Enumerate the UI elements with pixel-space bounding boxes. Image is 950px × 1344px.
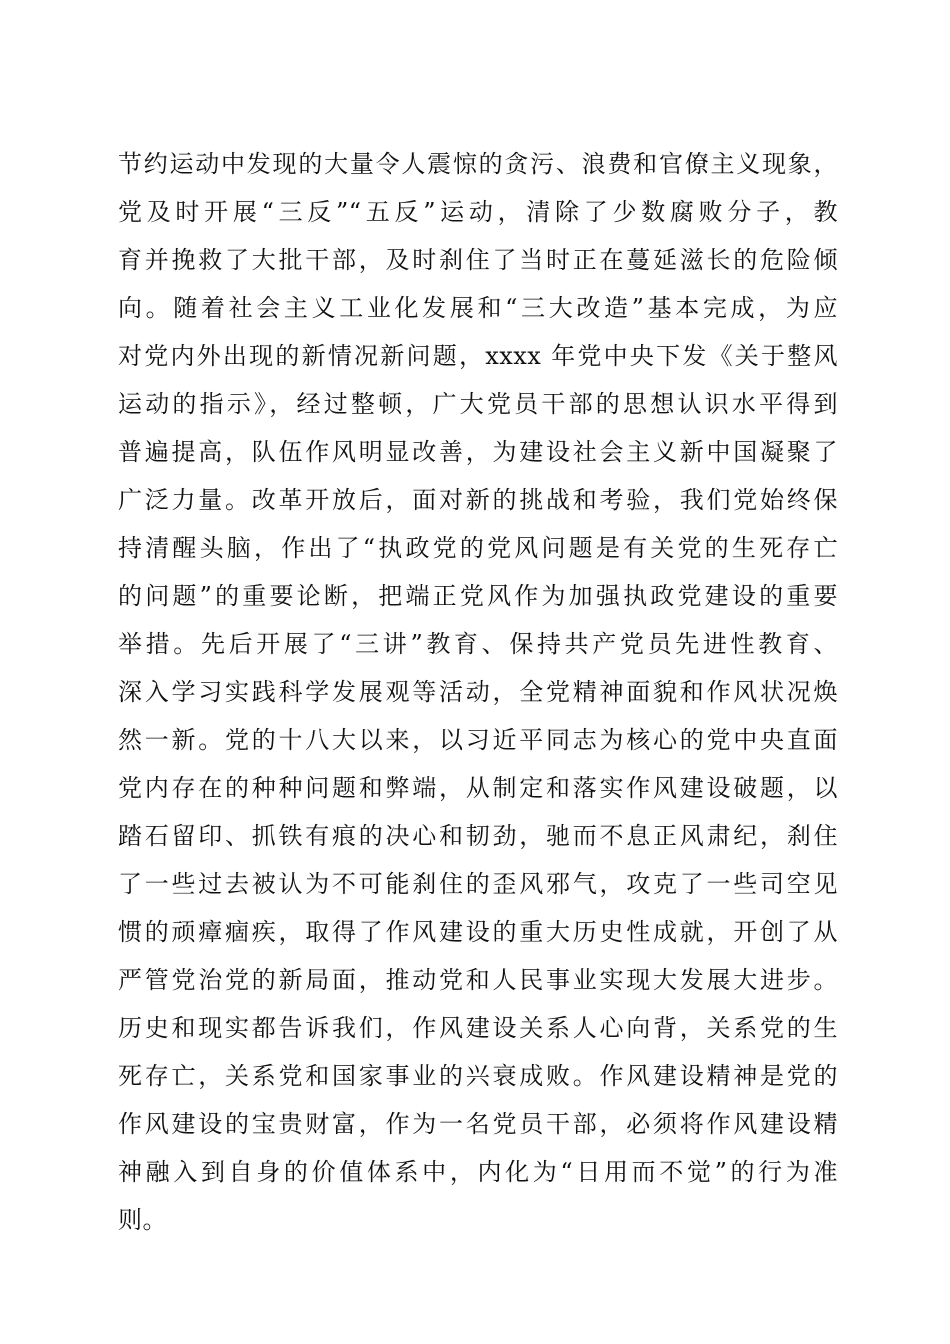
text-line: 作风建设的宝贵财富，作为一名党员干部，必须将作风建设精	[118, 1110, 838, 1138]
body-paragraph	[118, 140, 838, 1244]
text-line: 然一新。党的十八大以来，以习近平同志为核心的党中央直面	[118, 726, 838, 754]
text-line: 党内存在的种种问题和弊端，从制定和落实作风建设破题，以	[118, 774, 838, 802]
text-line: 节约运动中发现的大量令人震惊的贪污、浪费和官僚主义现象，	[118, 150, 838, 178]
text-line: 神融入到自身的价值体系中，内化为“日用而不觉”的行为准	[118, 1158, 838, 1186]
text-line: 则。	[118, 1206, 167, 1234]
text-line: 广泛力量。改革开放后，面对新的挑战和考验，我们党始终保	[118, 486, 838, 514]
text-line: 持清醒头脑，作出了“执政党的党风问题是有关党的生死存亡	[118, 534, 838, 562]
text-line: 惯的顽瘴痼疾，取得了作风建设的重大历史性成就，开创了从	[118, 918, 838, 946]
text-line: 党及时开展“三反”“五反”运动，清除了少数腐败分子，教	[118, 198, 838, 226]
text-line: 严管党治党的新局面，推动党和人民事业实现大发展大进步。	[118, 966, 838, 994]
text-line: 举措。先后开展了“三讲”教育、保持共产党员先进性教育、	[118, 630, 838, 658]
text-line: 深入学习实践科学发展观等活动，全党精神面貌和作风状况焕	[118, 678, 838, 706]
text-line: 了一些过去被认为不可能刹住的歪风邪气，攻克了一些司空见	[118, 870, 838, 898]
text-line: 运动的指示》，经过整顿，广大党员干部的思想认识水平得到	[118, 390, 838, 418]
text-line: 踏石留印、抓铁有痕的决心和韧劲，驰而不息正风肃纪，刹住	[118, 822, 838, 850]
text-line: 对党内外出现的新情况新问题，xxxx 年党中央下发《关于整风	[118, 342, 838, 370]
text-line: 的问题”的重要论断，把端正党风作为加强执政党建设的重要	[118, 582, 838, 610]
text-line: 向。随着社会主义工业化发展和“三大改造”基本完成，为应	[118, 294, 838, 322]
text-line: 育并挽救了大批干部，及时刹住了当时正在蔓延滋长的危险倾	[118, 246, 838, 274]
text-line: 普遍提高，队伍作风明显改善，为建设社会主义新中国凝聚了	[118, 438, 838, 466]
text-line: 历史和现实都告诉我们，作风建设关系人心向背，关系党的生	[118, 1014, 838, 1042]
text-line: 死存亡，关系党和国家事业的兴衰成败。作风建设精神是党的	[118, 1062, 838, 1090]
